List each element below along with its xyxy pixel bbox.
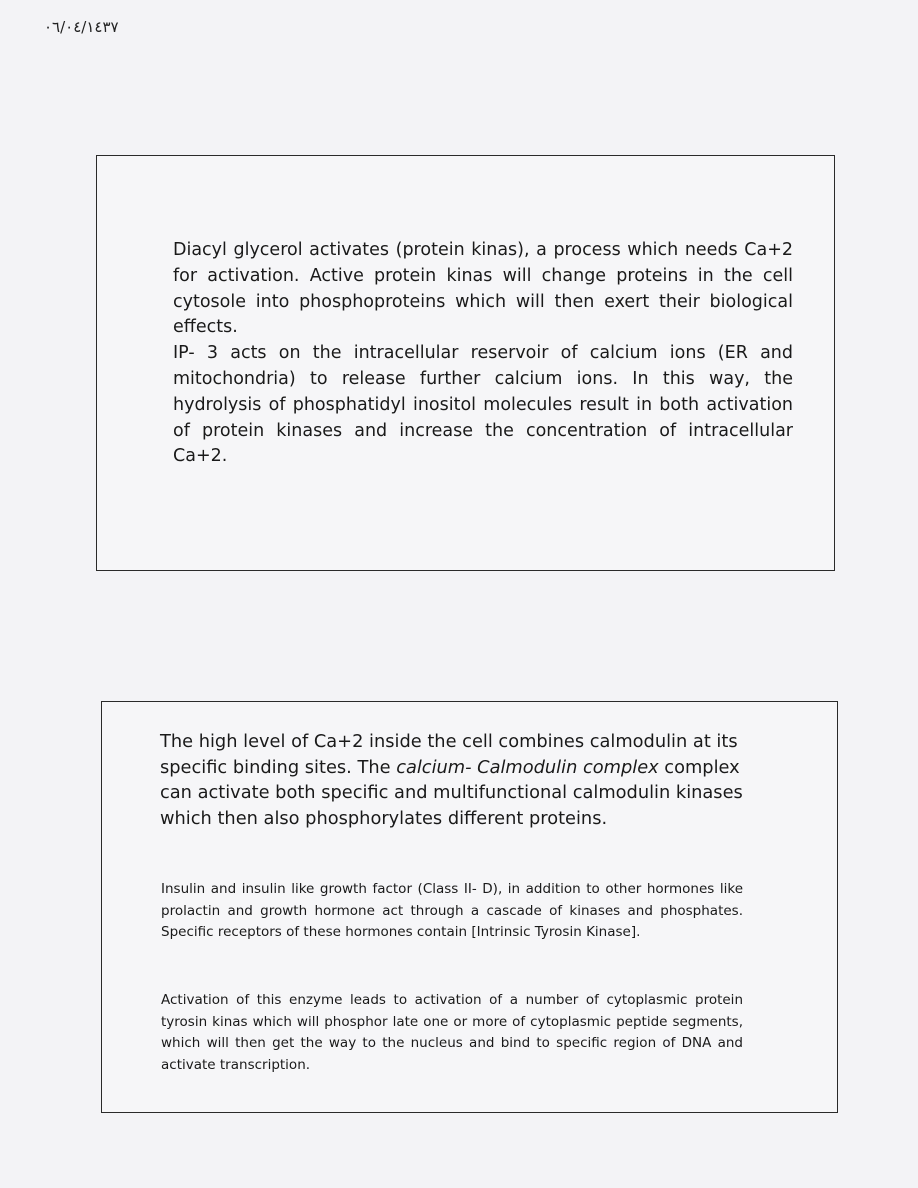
- slide-frame-2: [101, 701, 838, 1113]
- slide-1-paragraph-2: IP- 3 acts on the intracellular reservoir of calcium ions (ER and mitochondria) to release further calcium ions. In this way, the hydrolysis of phosphatidyl inositol molecules result in both activation of protein kinases and increase the concentration of intracellular Ca+2.: [173, 343, 793, 467]
- slide-2-small-text-1: [161, 879, 743, 944]
- slide-2-main-before: The high level of Ca+2 inside the cell combines calmodulin at its specific binding sites. The: [160, 731, 738, 778]
- slide-2-main-after: complex can activate both specific and multifunctional calmodulin kinases which then also phosphorylates different proteins.: [160, 756, 743, 829]
- slide-2-paragraph-main: [160, 729, 760, 831]
- slide-1-text: [173, 238, 793, 470]
- slide-2-main-text: [160, 729, 760, 831]
- slide-frame-1: [96, 155, 835, 571]
- slide-2-small-text-2: [161, 990, 743, 1076]
- slide-2-paragraph-activation: Activation of this enzyme leads to activation of a number of cytoplasmic protein tyrosin kinas which will phosphor late one or more of cytoplasmic peptide segments, which will then get the way to the nucleus and bind to specific region of DNA and activate transcription.: [161, 992, 743, 1073]
- page-date-stamp: ٠٦/٠٤/١٤٣٧: [44, 18, 119, 36]
- slide-2-main-italic: calcium- Calmodulin complex: [396, 756, 659, 778]
- slide-2-paragraph-insulin: Insulin and insulin like growth factor (Class II- D), in addition to other hormones like prolactin and growth hormone act through a cascade of kinases and phosphates. Specific receptors of these hormones contain [Intrinsic Tyrosin Kinase].: [161, 881, 743, 940]
- slide-1-paragraph-1: Diacyl glycerol activates (protein kinas), a process which needs Ca+2 for activation. Active protein kinas will change proteins in the cell cytosole into phosphoproteins which will then exert their biological effects.: [173, 240, 793, 338]
